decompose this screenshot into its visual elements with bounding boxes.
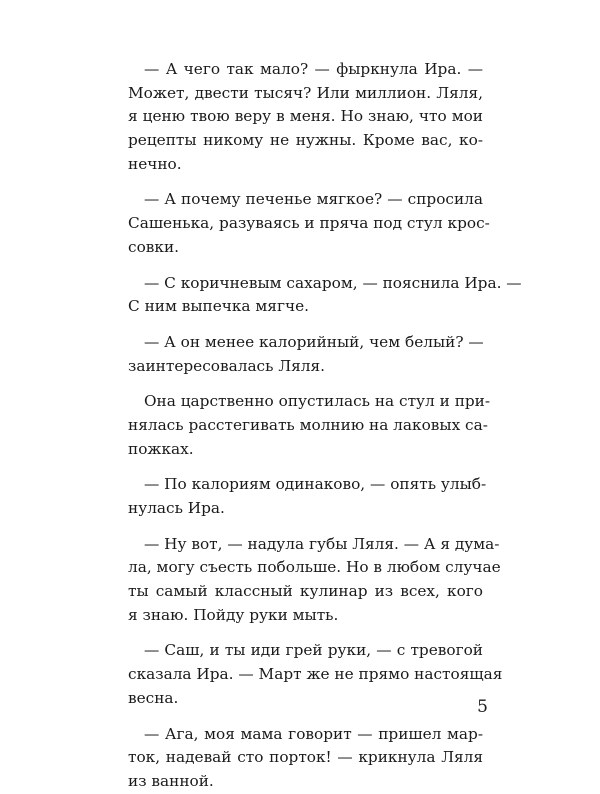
text-line: — А почему печенье мягкое? — спросила (144, 190, 483, 209)
text-line: я знаю. Пойду руки мыть. (128, 605, 339, 624)
text-line: весна. (128, 688, 179, 707)
text-line: Сашенька, разуваясь и пряча под стул крос- (128, 214, 490, 233)
text-line: пожках. (128, 439, 194, 458)
text-line: ток, надевай сто порток! — крикнула Ляля (128, 748, 483, 767)
text-line: из ванной. (128, 771, 214, 790)
text-line: рецепты никому не нужны. Кроме вас, ко- (128, 131, 483, 150)
text-line: Может, двести тысяч? Или миллион. Ляля, (128, 83, 483, 102)
text-line: ты самый классный кулинар из всех, кого (128, 582, 483, 601)
body-text (128, 58, 522, 794)
text-line: я ценю твою веру в меня. Но знаю, что мои (128, 107, 483, 126)
text-line: заинтересовалась Ляля. (128, 356, 325, 375)
text-line: совки. (128, 237, 180, 256)
text-line: Она царственно опустилась на стул и при- (144, 392, 491, 411)
text-line: нулась Ира. (128, 499, 225, 517)
text-line: С ним выпечка мягче. (128, 297, 310, 316)
text-line: — По калориям одинаково, — опять улыб- (144, 475, 487, 494)
page-number: 5 (477, 697, 488, 717)
text-line: нечно. (128, 154, 182, 173)
text-line: — А чего так мало? — фыркнула Ира. — (144, 60, 483, 78)
text-line: — Ну вот, — надула губы Ляля. — А я дума- (144, 534, 500, 553)
text-line: — Саш, и ты иди грей руки, — с тревогой (144, 641, 483, 660)
text-line: — С коричневым сахаром, — пояснила Ира. — (144, 273, 522, 292)
text-line: нялась расстегивать молнию на лаковых са- (128, 415, 488, 434)
text-line: — Ага, моя мама говорит — пришел мар- (144, 724, 483, 743)
text-line: сказала Ира. — Март же не прямо настоящая (128, 665, 503, 684)
text-line: ла, могу съесть побольше. Но в любом случае (128, 558, 501, 577)
text-line: — А он менее калорийный, чем белый? — (144, 332, 484, 351)
